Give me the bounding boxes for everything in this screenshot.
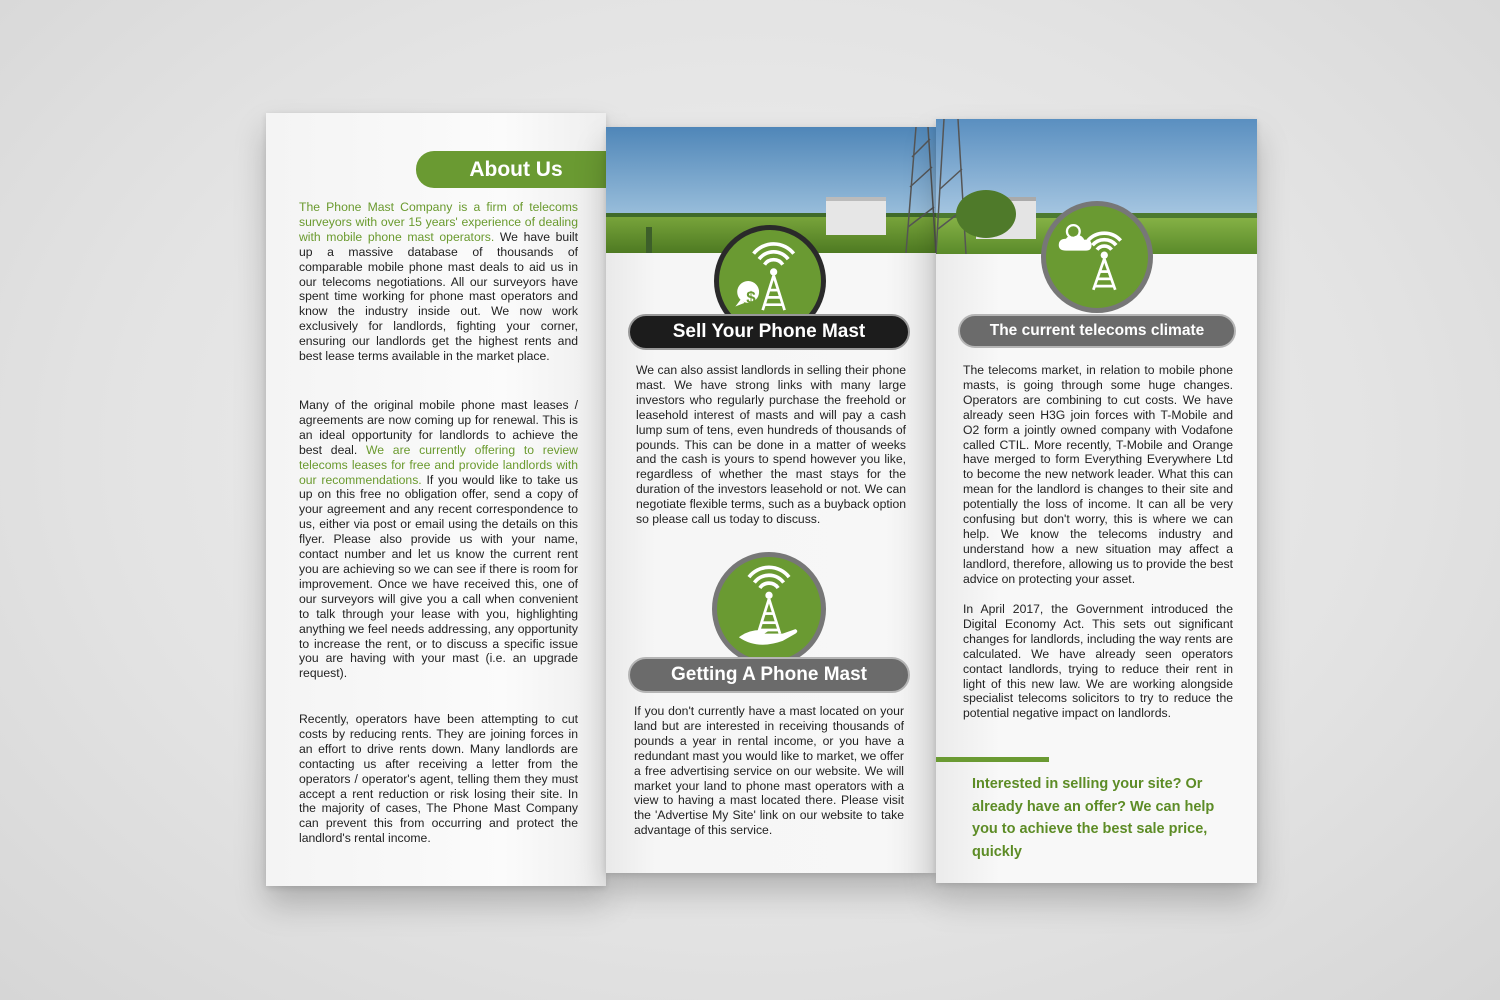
callout-divider — [936, 757, 1049, 762]
about-us-paragraph-3: Recently, operators have been attempting to cut costs by reducing rents. They are joining forces in an effort to drive rents down. Many landlords are contacting us after receiving a letter from the operators / operator's agent, telling them they must accept a rent reduction or risk losing their site. In the majority of cases, The Phone Mast Company can prevent this from occurring and protect the landlord's rental income. — [299, 712, 578, 846]
about-us-offer-highlight: We are currently offering to review telecoms leases for free and provide landlords with our recommendations. — [299, 442, 578, 487]
sale-callout: Interested in selling your site? Or already have an offer? We can help you to achieve the best sale price, quickly — [972, 776, 1215, 860]
tower-hand-icon — [712, 552, 826, 666]
about-us-title: About Us — [469, 157, 563, 181]
get-mast-heading — [628, 657, 910, 693]
telecoms-climate-text-2: In April 2017, the Government introduced the Digital Economy Act. This sets out significant changes for landlords, including the way rents are calculated. We have already seen operators contact landlords, trying to reduce their rent in light of this new law. We are working alongside specialist telecoms solicitors to try to reduce the potential negative impact on landlords. — [963, 602, 1233, 721]
telecoms-climate-text-1: The telecoms market, in relation to mobile phone masts, is going through some huge changes. Operators are combining to cut costs. We have already seen H3G join forces with T-Mobile and O2 form a jointly owned company with Vodafone called CTIL. More recently, T-Mobile and Orange have merged to form Everything Everywhere Ltd to become the new network leader. What this can mean for the landlord is changes to their site and potentially the loss of income. It can all be very confusing but don't worry, this is where we can help. We know the telecoms industry and understand how a new situation may affect a landlord, therefore, allowing us to provide the best advice on protecting your asset. — [963, 363, 1233, 586]
about-us-renewal-text: Many of the original mobile phone mast leases / agreements are now coming up for renewal. This is an ideal opportunity for landlords to achieve the best deal. — [299, 398, 578, 457]
get-mast-title: Getting A Phone Mast — [671, 664, 867, 685]
panel-about-us — [266, 113, 606, 886]
sell-mast-title: Sell Your Phone Mast — [672, 321, 866, 342]
about-us-offer-text: If you would like to take us up on this free no obligation offer, send a copy of your agreement and any recent correspondence to us, either via post or email using the details on this flyer. Please also provide us with your name, contact number and let us know the current rent you are achieving so we can see if there is room for improvement. Once we have received this, one of our surveyors will give you a call when convenient to talk through your lease with you, highlighting anything we feel needs addressing, any opportunity to increase the rent, or to discuss a specific issue you are having with your mast (i.e. an upgrade request). — [299, 472, 578, 681]
about-us-intro-text: We have built up a massive database of thousands of comparable mobile phone mast deals to aid us in our telecoms negotiations. All our surveyors have spent time working for phone mast operators and know the industry inside out. We now work exclusively for landlords, fighting your corner, ensuring our landlords get the highest rents and best lease terms available in the market place. — [299, 229, 578, 364]
money-symbol: $ — [746, 288, 756, 307]
about-us-paragraph-2 — [299, 398, 578, 681]
sell-mast-text: We can also assist landlords in selling their phone mast. We have strong links with many large investors who regularly purchase the freehold or leasehold interest of masts and will pay a cash lump sum of tens, even hundreds of thousands of pounds. This can be done in a matter of weeks and the cash is yours to spend however you like, regardless of whether the mast stays for the duration of the investors leasehold or not. We can negotiate flexible terms, such as a buyback option so please call us today to discuss. — [636, 363, 906, 527]
about-us-intro-highlight: The Phone Mast Company is a firm of telecoms surveyors with over 15 years' experience of dealing with mobile phone mast operators. — [299, 200, 578, 244]
get-mast-text: If you don't currently have a mast located on your land but are interested in receiving thousands of pounds a year in rental income, or you have a redundant mast you would like to market, we offer a free advertising service on our website. We will market your land to phone mast operators with a view to having a mast located there. Please visit the 'Advertise My Site' link on our website to take advantage of this service. — [634, 704, 904, 838]
about-us-paragraph-1 — [299, 200, 578, 364]
panel-sell-get-mast — [606, 127, 936, 873]
telecoms-climate-title: The current telecoms climate — [989, 322, 1205, 339]
panel-telecoms-climate — [936, 119, 1257, 883]
sell-mast-heading — [628, 314, 910, 350]
telecoms-climate-heading — [958, 314, 1236, 348]
about-us-heading — [416, 151, 606, 188]
tower-weather-icon — [1041, 201, 1153, 313]
